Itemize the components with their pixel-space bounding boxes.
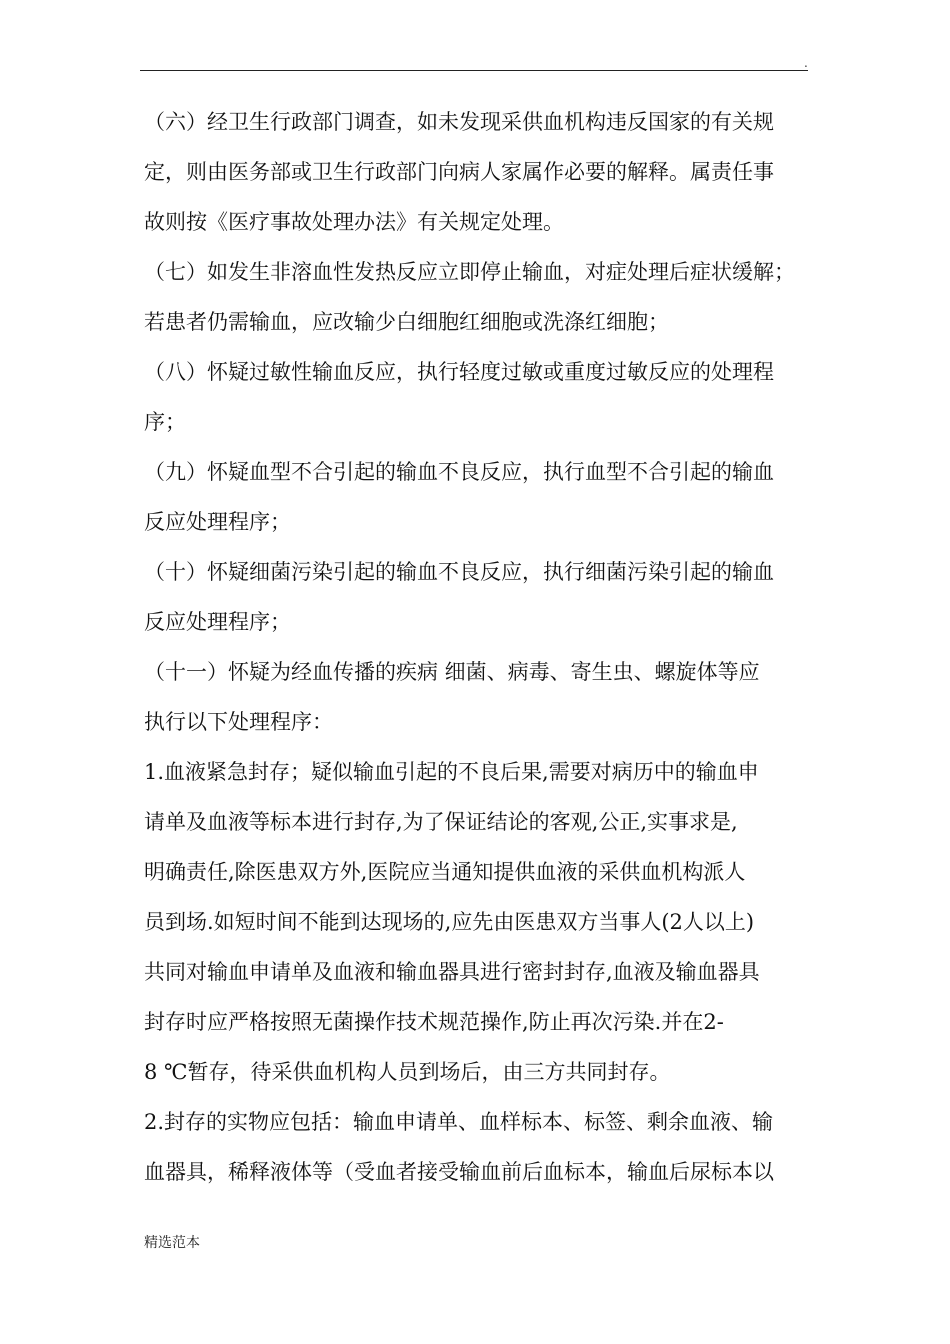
text-line: 反应处理程序； bbox=[144, 510, 291, 534]
text-line: （八）怀疑过敏性输血反应，执行轻度过敏或重度过敏反应的处理程 bbox=[144, 360, 774, 384]
document-body bbox=[144, 104, 820, 1204]
header-mark: . bbox=[804, 56, 808, 70]
text-line: （七）如发生非溶血性发热反应立即停止输血，对症处理后症状缓解； bbox=[144, 260, 795, 284]
text-line: 封存时应严格按照无菌操作技术规范操作,防止再次污染.并在2- bbox=[144, 1010, 724, 1034]
header-rule bbox=[140, 70, 808, 71]
text-line: 序； bbox=[144, 410, 186, 434]
text-line: 若患者仍需输血，应改输少白细胞红细胞或洗涤红细胞； bbox=[144, 310, 669, 334]
text-line: 员到场.如短时间不能到达现场的,应先由医患双方当事人(2人以上) bbox=[144, 910, 755, 934]
text-line: 共同对输血申请单及血液和输血器具进行密封封存,血液及输血器具 bbox=[144, 960, 760, 984]
text-line: 定，则由医务部或卫生行政部门向病人家属作必要的解释。属责任事 bbox=[144, 160, 774, 184]
text-line: 8 ℃暂存，待采供血机构人员到场后，由三方共同封存。 bbox=[144, 1060, 671, 1084]
text-line: （十）怀疑细菌污染引起的输血不良反应，执行细菌污染引起的输血 bbox=[144, 560, 774, 584]
text-line: （六）经卫生行政部门调查，如未发现采供血机构违反国家的有关规 bbox=[144, 110, 774, 134]
text-line: 反应处理程序； bbox=[144, 610, 291, 634]
text-line: （九）怀疑血型不合引起的输血不良反应，执行血型不合引起的输血 bbox=[144, 460, 774, 484]
text-line: 1.血液紧急封存；疑似输血引起的不良后果,需要对病历中的输血申 bbox=[144, 760, 759, 784]
text-line: 血器具，稀释液体等（受血者接受输血前后血标本，输血后尿标本以 bbox=[144, 1160, 774, 1184]
text-line: 执行以下处理程序： bbox=[144, 710, 333, 734]
text-line: 明确责任,除医患双方外,医院应当通知提供血液的采供血机构派人 bbox=[144, 860, 746, 884]
text-line: 2.封存的实物应包括：输血申请单、血样标本、标签、剩余血液、输 bbox=[144, 1110, 774, 1134]
text-line: （十一）怀疑为经血传播的疾病 细菌、病毒、寄生虫、螺旋体等应 bbox=[144, 660, 760, 684]
text-line: 请单及血液等标本进行封存,为了保证结论的客观,公正,实事求是, bbox=[144, 810, 738, 834]
text-line: 故则按《医疗事故处理办法》有关规定处理。 bbox=[144, 210, 564, 234]
footer-label: 精选范本 bbox=[144, 1235, 200, 1251]
